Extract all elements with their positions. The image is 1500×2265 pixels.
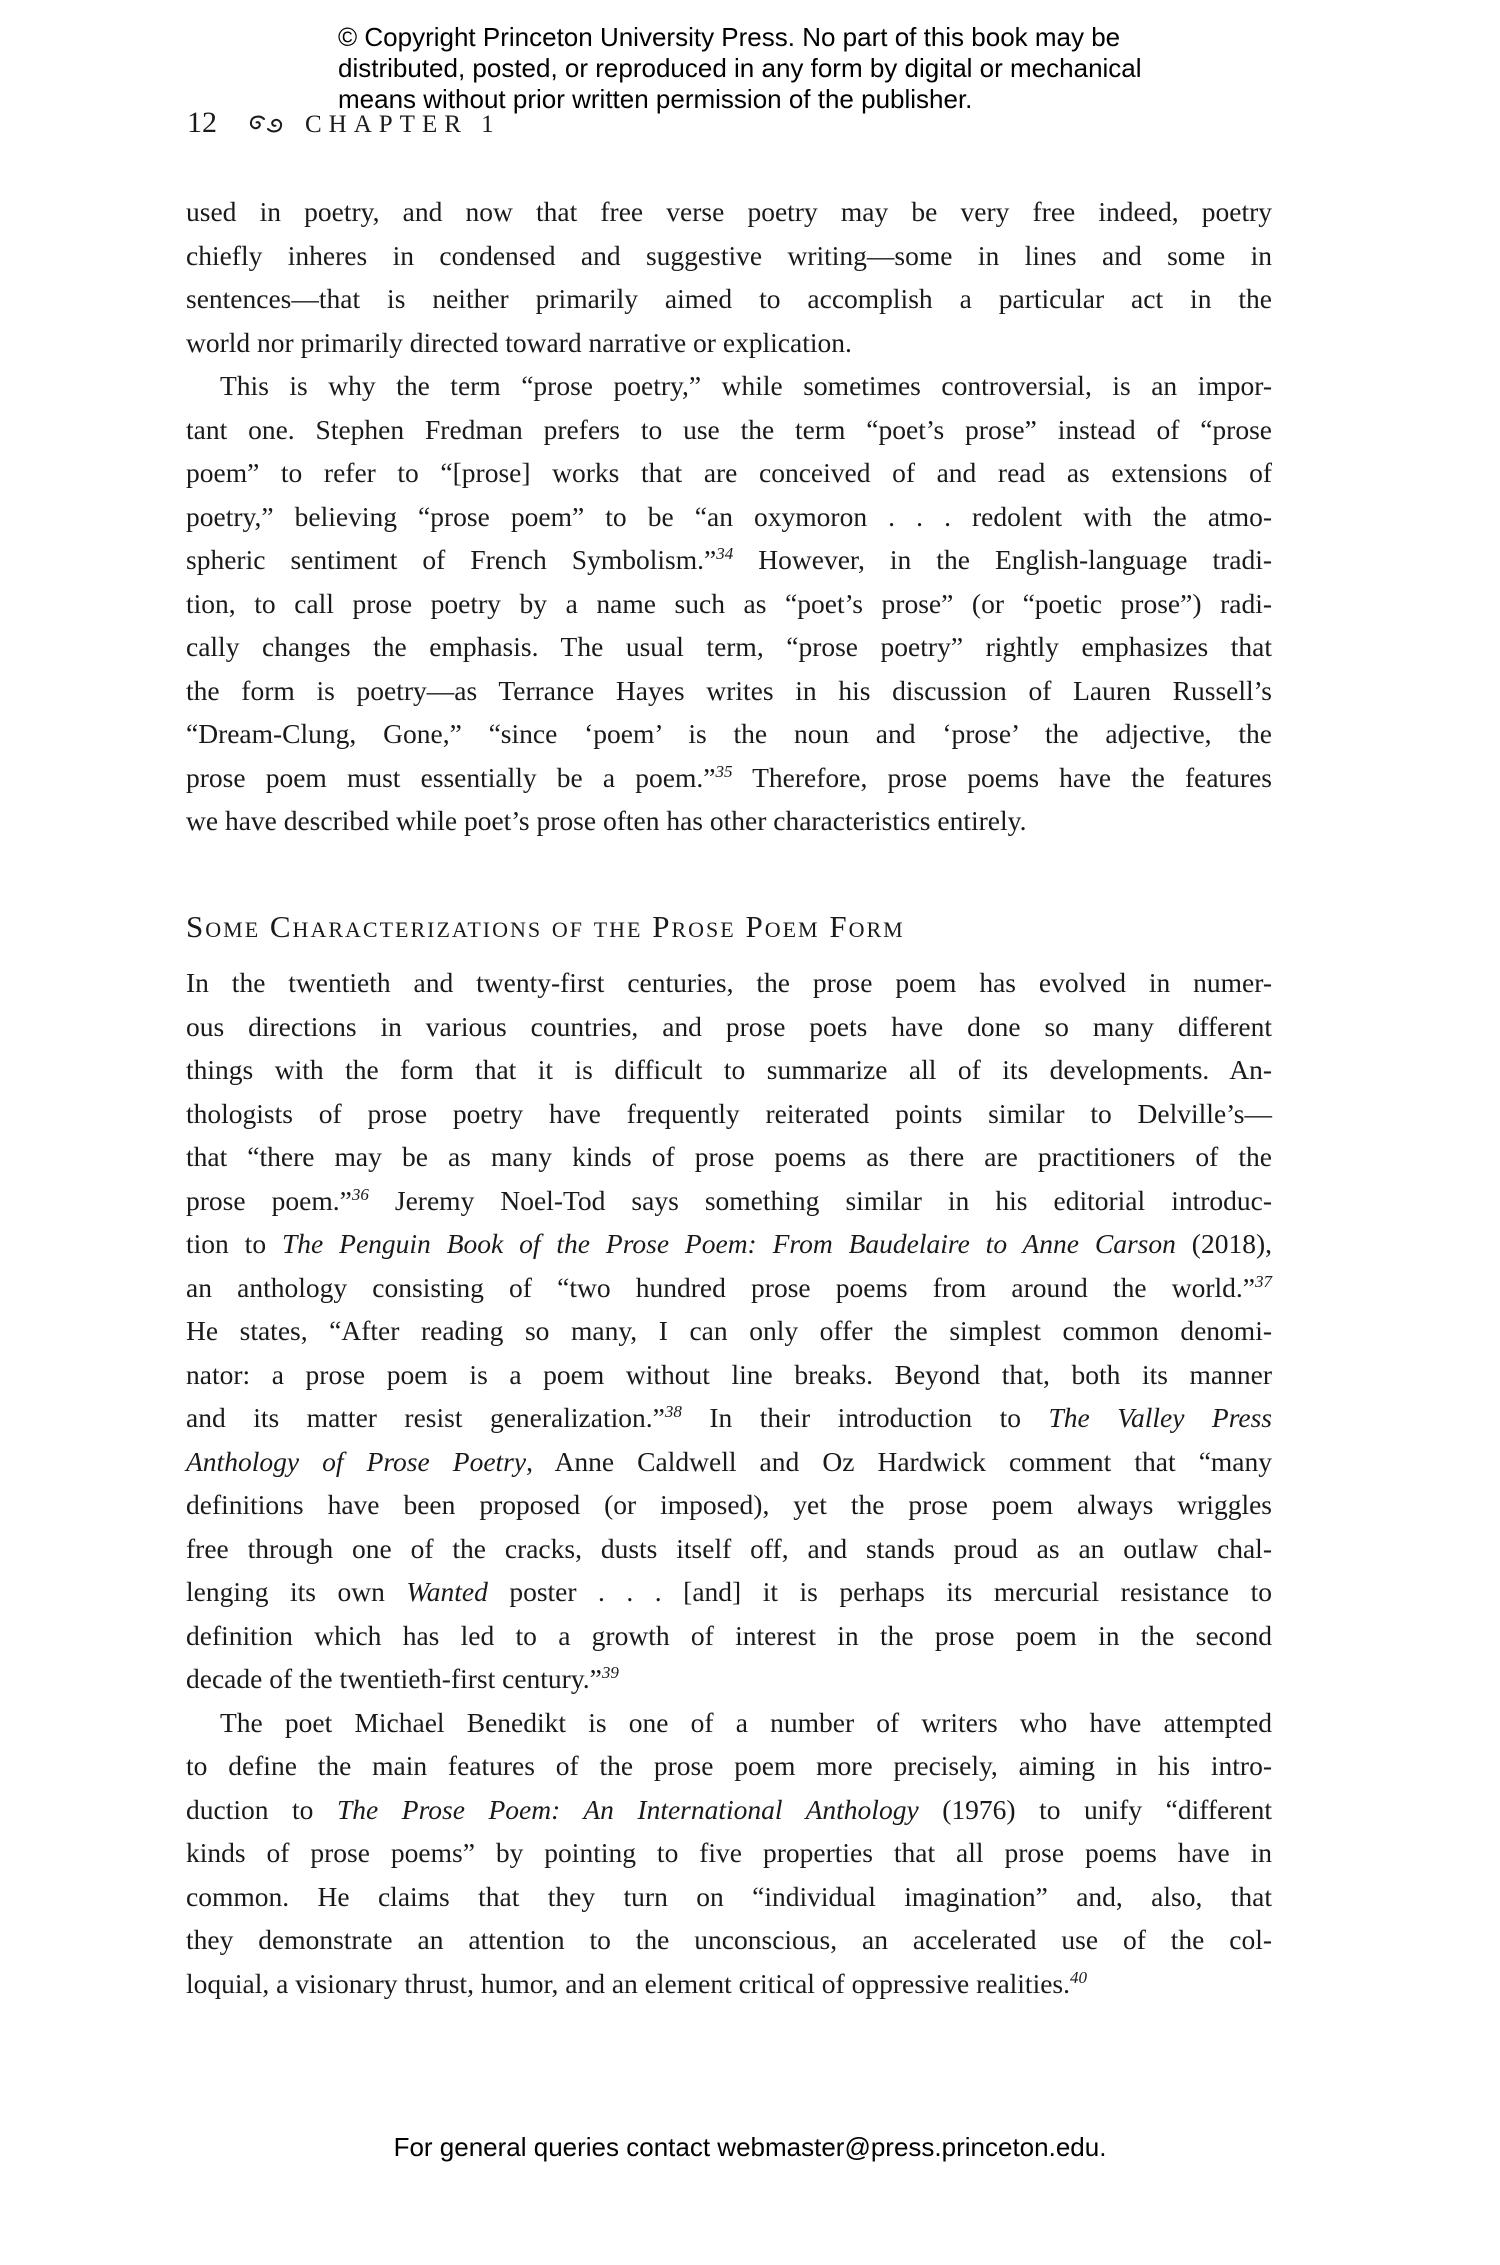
text-run: an anthology consisting of “two hundred prose poems from around the world.” <box>186 1271 1255 1303</box>
text-line <box>186 1396 1272 1440</box>
copyright-line: distributed, posted, or reproduced in any form by digital or mechanical <box>338 53 1142 83</box>
text-line <box>186 1440 1272 1484</box>
paragraph <box>186 190 1272 364</box>
text-run: chiefly inheres in condensed and suggestive writing—some in lines and some in <box>186 239 1272 271</box>
text-run: In their introduction to <box>681 1402 1049 1433</box>
text-run: thologists of prose poetry have frequently reiterated points similar to Delville’s— <box>186 1097 1272 1129</box>
text-line <box>186 1701 1272 1745</box>
text-line <box>186 277 1272 321</box>
text-run: free through one of the cracks, dusts itself off, and stands proud as an outlaw chal- <box>186 1532 1272 1564</box>
text-run: tant one. Stephen Fredman prefers to use the term “poet’s prose” instead of “prose <box>186 413 1272 445</box>
footnote-ref: 35 <box>715 761 733 781</box>
text-line <box>186 1875 1272 1919</box>
paragraph <box>186 1701 1272 2006</box>
italic-title: The Valley Press <box>1048 1402 1272 1433</box>
text-run: decade of the twentieth-first century.” <box>186 1663 602 1694</box>
text-run: we have described while poet’s prose often has other characteristics entirely. <box>186 805 1027 836</box>
text-run: common. He claims that they turn on “individual imagination” and, also, that <box>186 1880 1272 1912</box>
page-number: 12 <box>187 106 217 139</box>
text-line <box>186 538 1272 582</box>
text-line <box>186 582 1272 626</box>
text-line <box>186 364 1272 408</box>
text-run: Therefore, prose poems have the features <box>732 761 1272 793</box>
text-run: However, in the English-language tradi- <box>733 544 1272 575</box>
text-line <box>186 1657 1272 1701</box>
text-run: (2018), <box>1175 1228 1272 1259</box>
text-run: This is why the term “prose poetry,” while sometimes controversial, is an impor- <box>220 370 1272 401</box>
text-line <box>186 1135 1272 1179</box>
body-text <box>186 190 1272 2005</box>
text-run: to define the main features of the prose poem more precisely, aiming in his intro- <box>186 1750 1272 1781</box>
text-line <box>186 625 1272 669</box>
section-heading: Some Characterizations of the Prose Poem Form <box>186 908 905 944</box>
italic-title: The Prose Poem: An International Anthology <box>337 1793 919 1825</box>
text-run: used in poetry, and now that free verse poetry may be very free indeed, poetry <box>186 196 1272 227</box>
copyright-notice <box>338 22 1142 115</box>
text-line <box>186 1744 1272 1788</box>
footnote-ref: 36 <box>351 1184 369 1204</box>
text-run: poster . . . [and] it is perhaps its mercurial resistance to <box>487 1576 1272 1607</box>
text-run: poem” to refer to “[prose] works that are conceived of and read as extensions of <box>186 457 1272 488</box>
italic-title: Wanted <box>406 1576 488 1607</box>
text-line <box>186 1831 1272 1875</box>
text-run: duction to <box>186 1793 337 1825</box>
text-line <box>186 1309 1272 1353</box>
text-run: spheric sentiment of French Symbolism.” <box>186 544 717 575</box>
paragraph <box>186 961 1272 1701</box>
text-run: kinds of prose poems” by pointing to five properties that all prose poems have in <box>186 1837 1272 1868</box>
text-run: nator: a prose poem is a poem without line breaks. Beyond that, both its manner <box>186 1358 1272 1390</box>
footnote-ref: 38 <box>664 1401 682 1421</box>
text-line <box>186 1788 1272 1832</box>
text-line <box>186 321 1272 365</box>
text-line <box>186 1570 1272 1614</box>
text-line <box>186 1222 1272 1266</box>
footnote-ref: 40 <box>1070 1967 1088 1987</box>
text-run: world nor primarily directed toward narrative or explication. <box>186 326 852 358</box>
text-run: In the twentieth and twenty-first centuries, the prose poem has evolved in numer- <box>186 967 1272 998</box>
text-line <box>186 1005 1272 1049</box>
text-run: poetry,” believing “prose poem” to be “an oxymoron . . . redolent with the atmo- <box>186 500 1272 532</box>
text-run: ous directions in various countries, and prose poets have done so many different <box>186 1010 1272 1042</box>
copyright-line: © Copyright Princeton University Press. No part of this book may be <box>338 22 1121 52</box>
text-line <box>186 799 1272 843</box>
text-line <box>186 1048 1272 1092</box>
text-run: loquial, a visionary thrust, humor, and an element critical of oppressive realities. <box>186 1967 1070 1999</box>
text-run: definition which has led to a growth of interest in the prose poem in the second <box>186 1619 1272 1651</box>
text-line <box>186 1918 1272 1962</box>
footnote-ref: 34 <box>716 543 734 563</box>
text-run: they demonstrate an attention to the unconscious, an accelerated use of the col- <box>186 1924 1272 1955</box>
text-line <box>186 669 1272 713</box>
text-line <box>186 495 1272 539</box>
text-line <box>186 961 1272 1005</box>
text-run: (1976) to unify “different <box>918 1793 1273 1825</box>
italic-title: The Penguin Book of the Prose Poem: From Baudelaire to Anne Carson <box>281 1228 1176 1259</box>
text-run: tion to <box>186 1228 282 1259</box>
text-line <box>186 190 1272 234</box>
text-line <box>186 451 1272 495</box>
text-line <box>186 408 1272 452</box>
text-run: and its matter resist generalization.” <box>186 1402 665 1433</box>
copyright-line: means without prior written permission of the publisher. <box>338 84 973 114</box>
text-line <box>186 1962 1272 2006</box>
text-run: definitions have been proposed (or imposed), yet the prose poem always wriggles <box>186 1489 1272 1520</box>
text-run: “Dream-Clung, Gone,” “since ‘poem’ is the noun and ‘prose’ the adjective, the <box>186 718 1272 749</box>
footnote-ref: 39 <box>601 1662 619 1682</box>
text-run: things with the form that it is difficult to summarize all of its developments. An- <box>186 1054 1272 1085</box>
text-run: sentences—that is neither primarily aimed to accomplish a particular act in the <box>186 283 1272 314</box>
text-line <box>186 1266 1272 1310</box>
text-line <box>186 1614 1272 1658</box>
running-head <box>187 106 501 140</box>
text-run: prose poem must essentially be a poem.” <box>186 761 716 793</box>
text-line <box>186 1353 1272 1397</box>
footer-contact: For general queries contact webmaster@press.princeton.edu. <box>393 2132 1107 2162</box>
text-run: that “there may be as many kinds of prose poems as there are practitioners of the <box>186 1141 1272 1172</box>
running-head-title: CHAPTER 1 <box>305 111 501 138</box>
paragraph <box>186 364 1272 843</box>
text-run: cally changes the emphasis. The usual term, “prose poetry” rightly emphasizes that <box>186 631 1272 662</box>
text-line <box>186 1527 1272 1571</box>
text-run: tion, to call prose poetry by a name such as “poet’s prose” (or “poetic prose”) radi- <box>186 587 1272 619</box>
text-run: He states, “After reading so many, I can only offer the simplest common denomi- <box>186 1315 1272 1346</box>
text-run: the form is poetry—as Terrance Hayes writes in his discussion of Lauren Russell’s <box>186 674 1272 706</box>
text-line <box>186 712 1272 756</box>
text-run: The poet Michael Benedikt is one of a number of writers who have attempted <box>220 1706 1272 1738</box>
text-line <box>186 234 1272 278</box>
text-line <box>186 1483 1272 1527</box>
text-run: Jeremy Noel-Tod says something similar in his editorial introduc- <box>368 1184 1272 1216</box>
text-line <box>186 1092 1272 1136</box>
footnote-ref: 37 <box>1254 1271 1272 1291</box>
italic-title: Anthology of Prose Poetry <box>186 1445 527 1477</box>
text-line <box>186 1179 1272 1223</box>
text-run: prose poem.” <box>186 1184 352 1216</box>
text-run: , Anne Caldwell and Oz Hardwick comment that “many <box>526 1445 1273 1477</box>
text-line <box>186 756 1272 800</box>
fleuron-ornament-icon <box>247 114 285 139</box>
text-run: lenging its own <box>186 1576 407 1607</box>
